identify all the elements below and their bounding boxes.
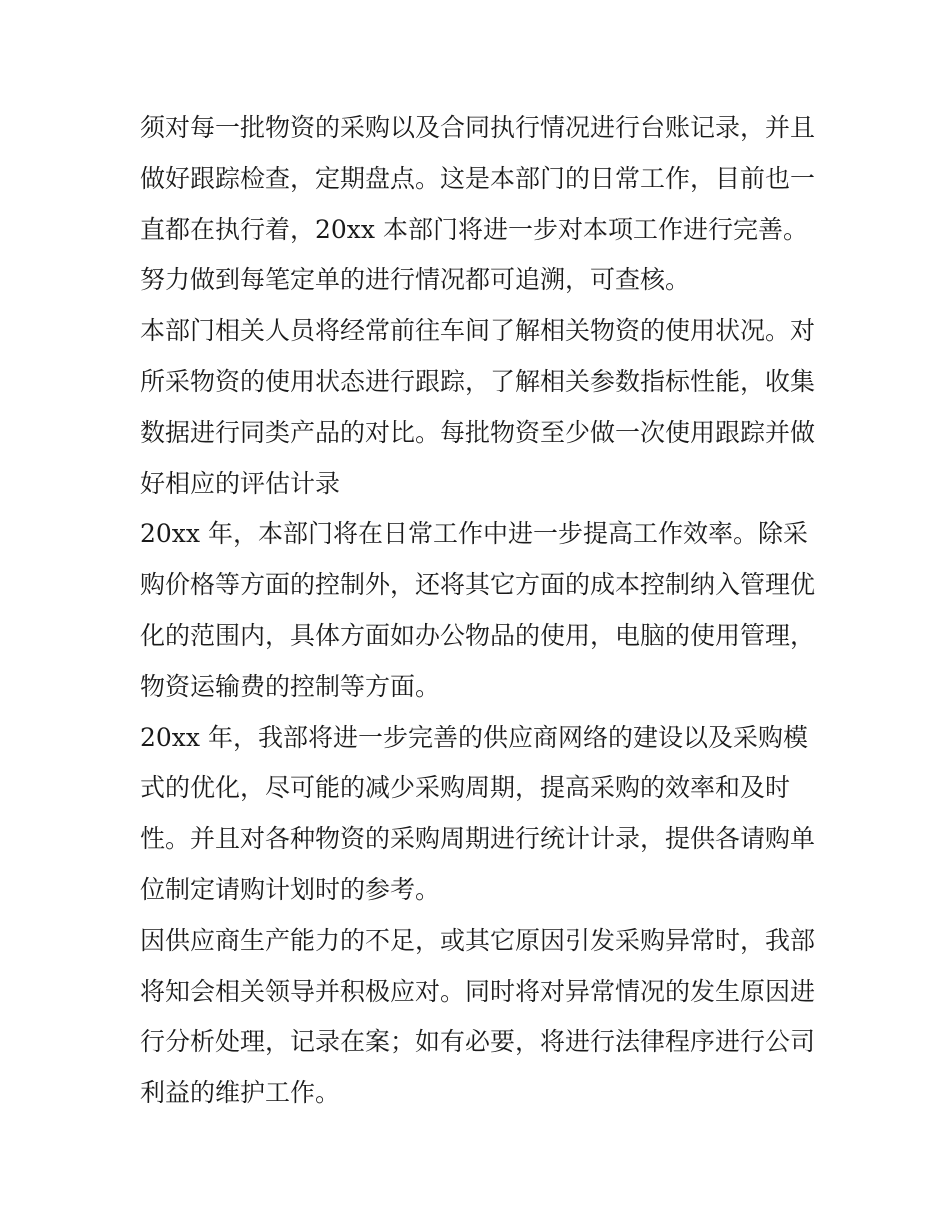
text-line: 数据进行同类产品的对比。每批物资至少做一次使用跟踪并做 (140, 417, 816, 447)
text-line: 物资运输费的控制等方面。 (140, 671, 441, 701)
text-line: 所采物资的使用状态进行跟踪，了解相关参数指标性能，收集 (140, 366, 816, 396)
text-line: 行分析处理，记录在案；如有必要，将进行法律程序进行公司 (140, 1027, 816, 1057)
text-line: 直都在执行着，20xx 本部门将进一步对本项工作进行完善。 (140, 214, 808, 244)
text-line: 利益的维护工作。 (140, 1078, 341, 1108)
text-line: 购价格等方面的控制外，还将其它方面的成本控制纳入管理优 (140, 570, 816, 600)
text-line: 本部门相关人员将经常前往车间了解相关物资的使用状况。对 (140, 316, 816, 346)
text-line: 性。并且对各种物资的采购周期进行统计计录，提供各请购单 (140, 824, 816, 854)
text-line: 努力做到每笔定单的进行情况都可追溯，可查核。 (140, 265, 691, 295)
text-line: 因供应商生产能力的不足，或其它原因引发采购异常时，我部 (140, 925, 816, 955)
text-line: 式的优化，尽可能的减少采购周期，提高采购的效率和及时 (140, 773, 791, 803)
text-line: 将知会相关领导并积极应对。同时将对异常情况的发生原因进 (140, 976, 816, 1006)
text-line: 20xx 年，本部门将在日常工作中进一步提高工作效率。除采 (140, 519, 808, 549)
text-line: 化的范围内，具体方面如办公物品的使用，电脑的使用管理， (140, 620, 816, 650)
text-line: 须对每一批物资的采购以及合同执行情况进行台账记录，并且 (140, 113, 816, 142)
text-line: 做好跟踪检查，定期盘点。这是本部门的日常工作，目前也一 (140, 163, 816, 193)
text-line: 好相应的评估计录 (140, 468, 341, 498)
text-line: 位制定请购计划时的参考。 (140, 874, 441, 904)
text-line: 20xx 年，我部将进一步完善的供应商网络的建设以及采购模 (140, 722, 808, 752)
body-text (140, 103, 820, 1119)
